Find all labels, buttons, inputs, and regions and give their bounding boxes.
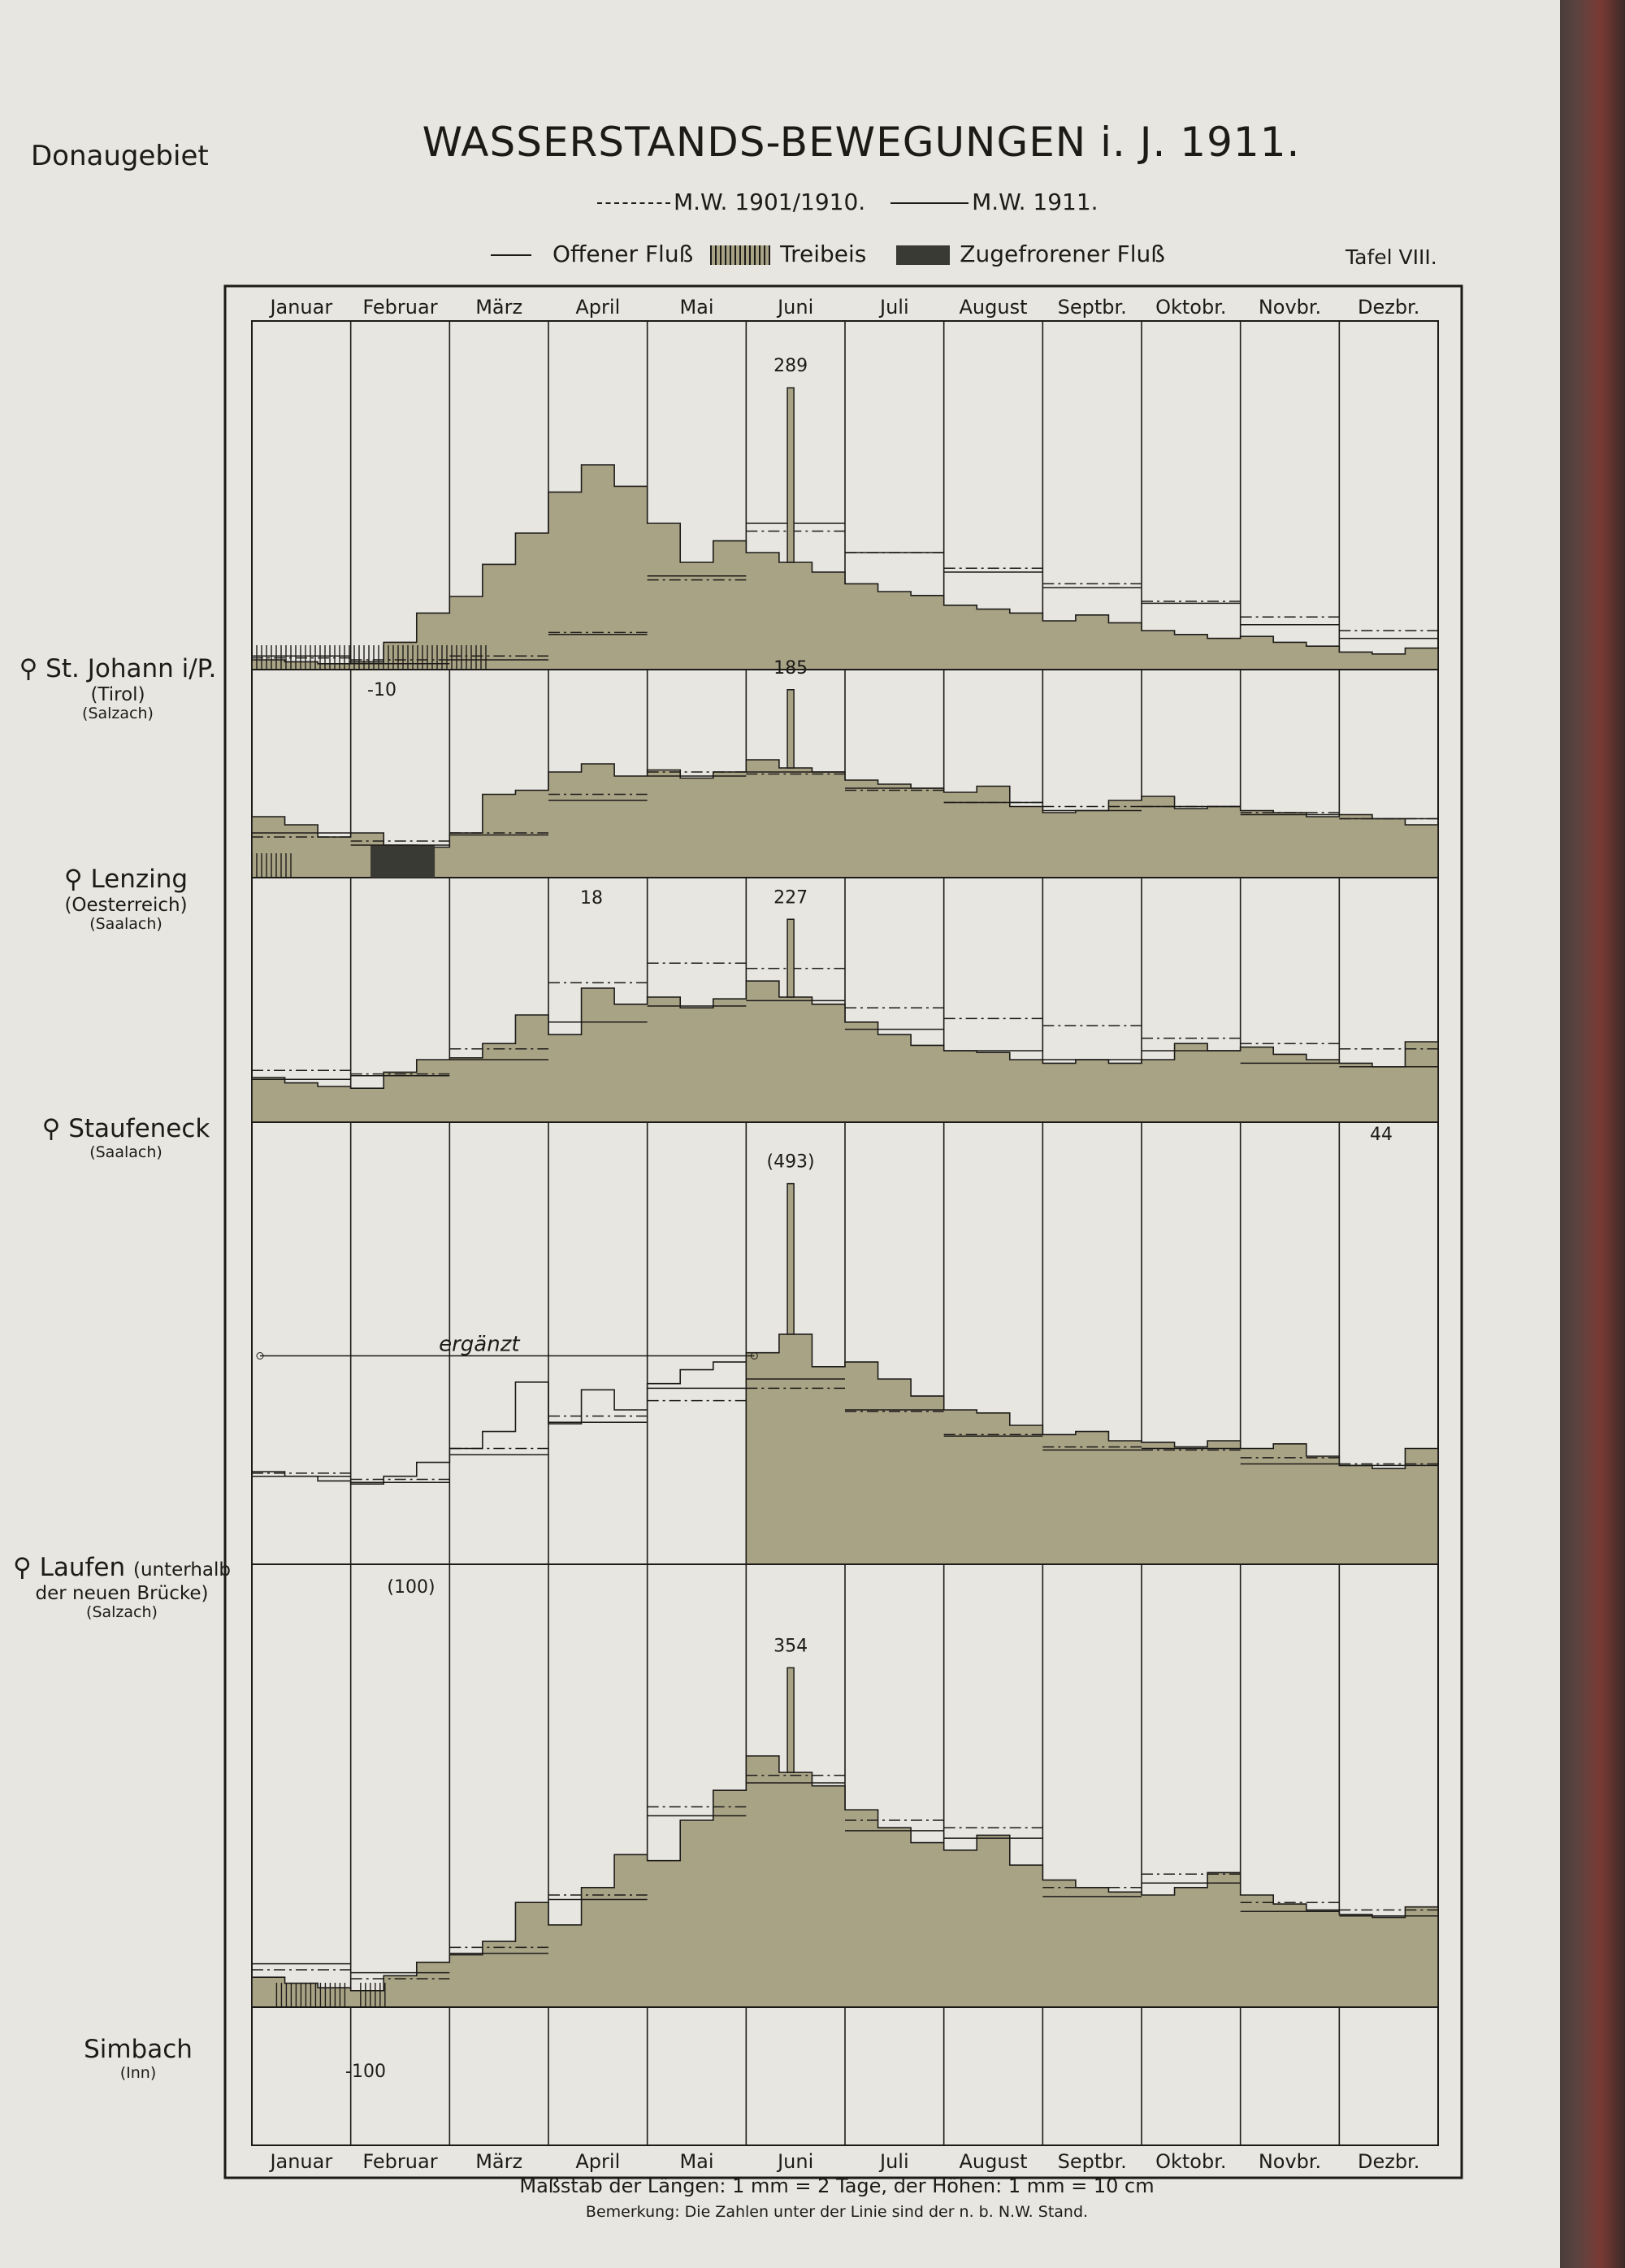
month-label-bottom: Oktobr.: [1155, 2150, 1227, 2173]
month-label-bottom: Juli: [880, 2150, 909, 2173]
month-label-top: Dezbr.: [1357, 296, 1420, 319]
month-label-bottom: Juni: [778, 2150, 814, 2173]
month-label-bottom: Februar: [362, 2150, 438, 2173]
month-label-top: Novbr.: [1258, 296, 1322, 319]
station-name: Lenzing: [90, 865, 188, 894]
peak-value-label: 289: [774, 356, 808, 377]
station-name: Simbach: [84, 2035, 193, 2064]
legend-frozen-river-label: Zugefrorener Fluß: [960, 241, 1165, 267]
station-name: Laufen: [39, 1553, 126, 1582]
low-water-label: -10: [367, 680, 396, 700]
legend-mw-decade-label: M.W. 1901/1910.: [674, 189, 866, 215]
month-label-top: März: [475, 296, 523, 319]
station-gauge-icon: ⚲: [41, 1114, 69, 1143]
month-label-top: Januar: [270, 296, 333, 319]
peak-spike: [787, 919, 794, 997]
water-level-area: [746, 1334, 1438, 1564]
station-river: (Inn): [119, 2063, 157, 2082]
peak-value-label: 185: [774, 657, 808, 679]
month-label-top: Juli: [880, 296, 909, 319]
water-level-area: [252, 1756, 1438, 2007]
peak-spike: [787, 690, 794, 768]
month-label-bottom: Novbr.: [1258, 2150, 1322, 2173]
month-label-top: Februar: [362, 296, 438, 319]
low-water-label: 18: [580, 888, 603, 909]
month-label-bottom: Januar: [270, 2150, 333, 2173]
month-label-bottom: Dezbr.: [1357, 2150, 1420, 2173]
month-label-top: August: [959, 296, 1028, 319]
station-gauge-icon: ⚲: [19, 654, 46, 683]
station-name: Staufeneck: [68, 1114, 210, 1143]
peak-value-label: 354: [774, 1636, 808, 1657]
month-label-top: Juni: [778, 296, 814, 319]
peak-value-label: 227: [774, 887, 808, 909]
legend-mw-year-label: M.W. 1911.: [972, 189, 1098, 215]
month-label-bottom: Septbr.: [1057, 2150, 1127, 2173]
month-label-top: Septbr.: [1057, 296, 1127, 319]
month-label-top: Mai: [679, 296, 714, 319]
station-gauge-icon: ⚲: [13, 1553, 40, 1582]
month-label-top: Oktobr.: [1155, 296, 1227, 319]
scale-footnote: Maßstab der Längen: 1 mm = 2 Tage, der Höhen: 1 mm = 10 cm: [519, 2175, 1155, 2197]
legend-drift-ice-label: Treibeis: [780, 241, 867, 267]
peak-spike: [787, 1667, 794, 1772]
station-river: (Salzach): [82, 705, 154, 723]
station-name-suffix: (unterhalb: [132, 1559, 231, 1581]
remark-footnote: Bemerkung: Die Zahlen unter der Linie sind der n. b. N.W. Stand.: [585, 2203, 1089, 2221]
station-region: (Tirol): [90, 683, 145, 705]
month-label-top: April: [575, 296, 621, 319]
station-river: (Salzach): [86, 1603, 158, 1622]
low-water-label: 44: [1370, 1125, 1393, 1145]
region-label: Donaugebiet: [31, 140, 209, 172]
month-label-bottom: August: [959, 2150, 1028, 2173]
supplemented-trace: [252, 1362, 746, 1564]
station-region: (Oesterreich): [64, 894, 188, 916]
plate-label: Tafel VIII.: [1346, 245, 1437, 269]
page-title: WASSERSTANDS-BEWEGUNGEN i. J. 1911.: [422, 119, 1301, 166]
station-gauge-icon: ⚲: [63, 865, 91, 894]
station-river: (Saalach): [89, 915, 162, 934]
legend-open-river-label: Offener Fluß: [552, 241, 694, 267]
station-name: St. Johann i/P.: [46, 654, 217, 683]
peak-spike: [787, 388, 794, 562]
low-water-label: -100: [345, 2062, 386, 2082]
month-label-bottom: April: [575, 2150, 621, 2173]
frozen-river-block: [370, 845, 435, 878]
peak-value-label: (493): [766, 1151, 815, 1173]
station-river: (Saalach): [89, 1143, 162, 1161]
month-label-bottom: März: [475, 2150, 523, 2173]
supplemented-label: ergänzt: [439, 1332, 520, 1357]
month-label-bottom: Mai: [679, 2150, 714, 2173]
low-water-label: (100): [387, 1577, 436, 1598]
station-region: der neuen Brücke): [35, 1582, 209, 1604]
peak-spike: [787, 1184, 794, 1334]
